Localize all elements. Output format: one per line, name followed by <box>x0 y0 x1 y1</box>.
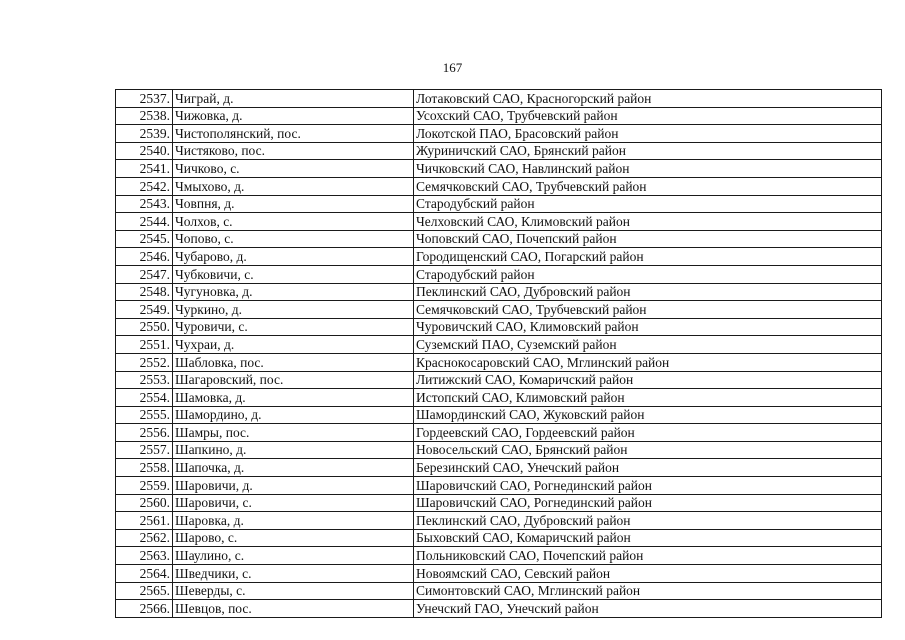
table-row <box>116 230 882 248</box>
row-number: 2556. <box>116 424 173 442</box>
administrative-district: Польниковский САО, Почепский район <box>414 547 882 565</box>
row-number: 2542. <box>116 177 173 195</box>
settlement-name: Чубарово, д. <box>173 248 414 266</box>
table-row <box>116 125 882 143</box>
administrative-district: Быховский САО, Комаричский район <box>414 529 882 547</box>
row-number: 2548. <box>116 283 173 301</box>
table-row <box>116 389 882 407</box>
row-number: 2537. <box>116 90 173 108</box>
administrative-district: Шаровичский САО, Рогнединский район <box>414 494 882 512</box>
administrative-district: Новосельский САО, Брянский район <box>414 441 882 459</box>
table-row <box>116 529 882 547</box>
table-row <box>116 371 882 389</box>
row-number: 2561. <box>116 512 173 530</box>
row-number: 2550. <box>116 318 173 336</box>
table-row <box>116 565 882 583</box>
table-row <box>116 441 882 459</box>
table-row <box>116 547 882 565</box>
registry-body <box>116 90 882 618</box>
row-number: 2566. <box>116 600 173 618</box>
row-number: 2557. <box>116 441 173 459</box>
settlement-name: Чистополянский, пос. <box>173 125 414 143</box>
administrative-district: Гордеевский САО, Гордеевский район <box>414 424 882 442</box>
table-row <box>116 283 882 301</box>
administrative-district: Городищенский САО, Погарский район <box>414 248 882 266</box>
row-number: 2543. <box>116 195 173 213</box>
table-row <box>116 142 882 160</box>
table-row <box>116 107 882 125</box>
settlement-registry-table <box>115 89 882 618</box>
row-number: 2555. <box>116 406 173 424</box>
administrative-district: Семячковский САО, Трубчевский район <box>414 177 882 195</box>
settlement-name: Шведчики, с. <box>173 565 414 583</box>
administrative-district: Локотской ПАО, Брасовский район <box>414 125 882 143</box>
administrative-district: Краснокосаровский САО, Мглинский район <box>414 353 882 371</box>
settlement-name: Човпня, д. <box>173 195 414 213</box>
administrative-district: Челховский САО, Климовский район <box>414 213 882 231</box>
settlement-name: Чуркино, д. <box>173 301 414 319</box>
row-number: 2539. <box>116 125 173 143</box>
administrative-district: Литижский САО, Комаричский район <box>414 371 882 389</box>
settlement-name: Шамордино, д. <box>173 406 414 424</box>
table-row <box>116 406 882 424</box>
table-row <box>116 265 882 283</box>
settlement-name: Чмыхово, д. <box>173 177 414 195</box>
settlement-name: Чистяково, пос. <box>173 142 414 160</box>
row-number: 2544. <box>116 213 173 231</box>
settlement-name: Шапкино, д. <box>173 441 414 459</box>
settlement-name: Чопово, с. <box>173 230 414 248</box>
table-row <box>116 160 882 178</box>
settlement-name: Чугуновка, д. <box>173 283 414 301</box>
table-row <box>116 318 882 336</box>
table-row <box>116 248 882 266</box>
administrative-district: Истопский САО, Климовский район <box>414 389 882 407</box>
row-number: 2565. <box>116 582 173 600</box>
row-number: 2553. <box>116 371 173 389</box>
table-row <box>116 512 882 530</box>
settlement-name: Шапочка, д. <box>173 459 414 477</box>
administrative-district: Шаровичский САО, Рогнединский район <box>414 477 882 495</box>
table-row <box>116 336 882 354</box>
administrative-district: Усохский САО, Трубчевский район <box>414 107 882 125</box>
row-number: 2545. <box>116 230 173 248</box>
administrative-district: Чуровичский САО, Климовский район <box>414 318 882 336</box>
row-number: 2563. <box>116 547 173 565</box>
settlement-name: Чиграй, д. <box>173 90 414 108</box>
row-number: 2558. <box>116 459 173 477</box>
table-row <box>116 301 882 319</box>
administrative-district: Лотаковский САО, Красногорский район <box>414 90 882 108</box>
table-row <box>116 477 882 495</box>
settlement-name: Чолхов, с. <box>173 213 414 231</box>
administrative-district: Пеклинский САО, Дубровский район <box>414 512 882 530</box>
table-row <box>116 600 882 618</box>
settlement-name: Шамры, пос. <box>173 424 414 442</box>
settlement-name: Шеверды, с. <box>173 582 414 600</box>
row-number: 2546. <box>116 248 173 266</box>
administrative-district: Журиничский САО, Брянский район <box>414 142 882 160</box>
row-number: 2562. <box>116 529 173 547</box>
administrative-district: Стародубский район <box>414 265 882 283</box>
row-number: 2554. <box>116 389 173 407</box>
table-row <box>116 459 882 477</box>
administrative-district: Березинский САО, Унечский район <box>414 459 882 477</box>
administrative-district: Чоповский САО, Почепский район <box>414 230 882 248</box>
table-row <box>116 90 882 108</box>
table-row <box>116 424 882 442</box>
settlement-name: Чичково, с. <box>173 160 414 178</box>
table-row <box>116 195 882 213</box>
administrative-district: Стародубский район <box>414 195 882 213</box>
row-number: 2560. <box>116 494 173 512</box>
administrative-district: Симонтовский САО, Мглинский район <box>414 582 882 600</box>
table-row <box>116 582 882 600</box>
row-number: 2549. <box>116 301 173 319</box>
settlement-name: Чижовка, д. <box>173 107 414 125</box>
page-number: 167 <box>442 60 463 75</box>
administrative-district: Новоямский САО, Севский район <box>414 565 882 583</box>
settlement-name: Шаровичи, д. <box>173 477 414 495</box>
row-number: 2538. <box>116 107 173 125</box>
settlement-name: Шамовка, д. <box>173 389 414 407</box>
table-row <box>116 177 882 195</box>
settlement-name: Шевцов, пос. <box>173 600 414 618</box>
settlement-name: Чухраи, д. <box>173 336 414 354</box>
settlement-name: Шаулино, с. <box>173 547 414 565</box>
settlement-name: Чуровичи, с. <box>173 318 414 336</box>
settlement-name: Шагаровский, пос. <box>173 371 414 389</box>
administrative-district: Пеклинский САО, Дубровский район <box>414 283 882 301</box>
table-row <box>116 353 882 371</box>
settlement-name: Шаровичи, с. <box>173 494 414 512</box>
table-row <box>116 494 882 512</box>
row-number: 2547. <box>116 265 173 283</box>
row-number: 2540. <box>116 142 173 160</box>
row-number: 2552. <box>116 353 173 371</box>
settlement-name: Шаровка, д. <box>173 512 414 530</box>
row-number: 2559. <box>116 477 173 495</box>
administrative-district: Чичковский САО, Навлинский район <box>414 160 882 178</box>
administrative-district: Семячковский САО, Трубчевский район <box>414 301 882 319</box>
row-number: 2564. <box>116 565 173 583</box>
administrative-district: Унечский ГАО, Унечский район <box>414 600 882 618</box>
settlement-name: Шарово, с. <box>173 529 414 547</box>
table-row <box>116 213 882 231</box>
administrative-district: Суземский ПАО, Суземский район <box>414 336 882 354</box>
administrative-district: Шамординский САО, Жуковский район <box>414 406 882 424</box>
row-number: 2541. <box>116 160 173 178</box>
settlement-name: Чубковичи, с. <box>173 265 414 283</box>
settlement-name: Шабловка, пос. <box>173 353 414 371</box>
row-number: 2551. <box>116 336 173 354</box>
